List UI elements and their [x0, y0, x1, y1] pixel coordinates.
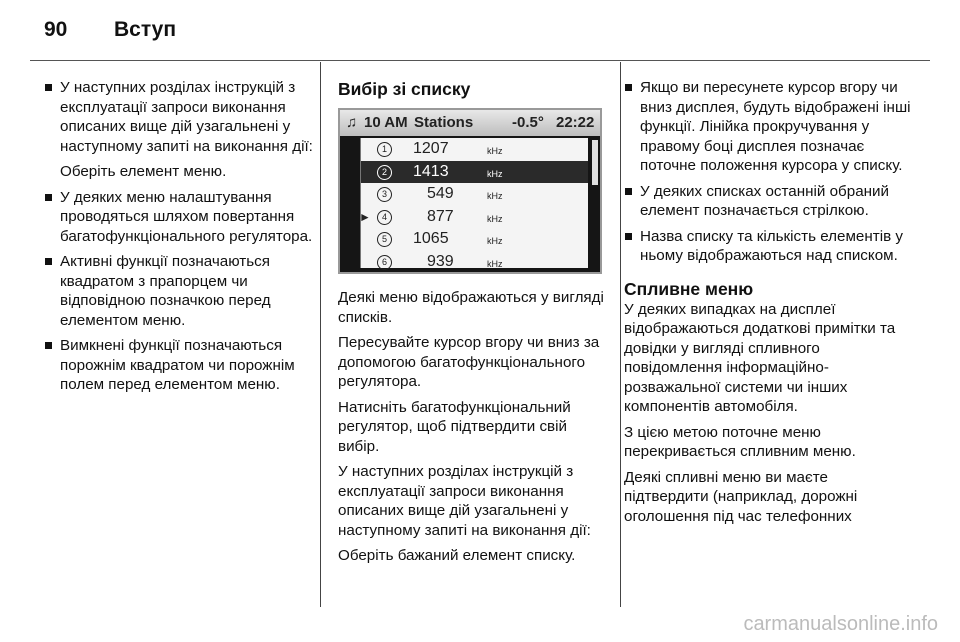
- column-divider-2: [620, 62, 621, 607]
- frequency-unit: kHz: [487, 168, 503, 179]
- bullet-item: У деяких списках останній обраний елемент позначається стрілкою.: [624, 182, 914, 221]
- list-scrollbar[interactable]: [592, 140, 598, 185]
- preset-number: 6: [377, 255, 392, 270]
- page-title: Вступ: [114, 18, 177, 41]
- column-2: [338, 78, 608, 572]
- preset-number: 4: [377, 210, 392, 225]
- list-item[interactable]: [361, 138, 588, 161]
- station-frequency: 877: [427, 207, 454, 225]
- list-item[interactable]: [361, 228, 588, 251]
- frequency-unit: kHz: [487, 258, 503, 269]
- station-frequency: 549: [427, 185, 454, 202]
- header-rule: [30, 60, 930, 61]
- frequency-unit: kHz: [487, 213, 503, 224]
- bullet-item: У наступних розділах інструкцій з експлуатації запроси виконання описаних вище дій узагальнені у наступному запиті на виконання дії:: [44, 78, 314, 156]
- display-time-label: 10 AM: [364, 114, 408, 131]
- bullet-item: У деяких меню налаштування проводяться шляхом повертання багатофункціонального регулятора.: [44, 188, 314, 247]
- bullet-item: Назва списку та кількість елементів у ньому відображаються над списком.: [624, 227, 914, 266]
- display-source: Stations: [414, 114, 474, 131]
- bullet-item: Активні функції позначаються квадратом з прапорцем чи відповідною позначкою перед елементом меню.: [44, 252, 314, 330]
- column-3: [624, 78, 914, 532]
- last-selected-arrow-icon: ►: [359, 209, 371, 224]
- body-text: Натисніть багатофункціональний регулятор, щоб підтвердити свій вибір.: [338, 398, 571, 455]
- station-frequency: 939: [427, 252, 454, 270]
- bullet-item: Якщо ви пересунете курсор вгору чи вниз дисплея, будуть відображені інші функції. Лінійка прокручування у правому боці дисплея позначає поточне положення курсора у списку.: [624, 78, 914, 176]
- body-text: Пересувайте курсор вгору чи вниз за допомогою багатофункціонального регулятора.: [338, 334, 600, 390]
- station-frequency: 1065: [413, 230, 449, 247]
- body-text: Деякі спливні меню ви маєте підтвердити (наприклад, дорожні оголошення під час телефонних: [624, 468, 858, 525]
- watermark: carmanualsonline.info: [743, 613, 938, 635]
- list-item[interactable]: [361, 183, 588, 206]
- body-text: У наступних розділах інструкцій з експлуатації запроси виконання описаних вище дій узагальнені у наступному запиті на виконання дії:: [338, 463, 591, 539]
- display-temperature: -0.5°: [512, 114, 544, 131]
- display-status-bar: [340, 110, 600, 136]
- body-text: З цією метою поточне меню перекривається спливним меню.: [624, 423, 856, 460]
- station-list: [360, 138, 588, 268]
- instruction-text: Оберіть елемент меню.: [60, 163, 227, 180]
- display-clock: 22:22: [556, 114, 595, 131]
- preset-number: 5: [377, 232, 392, 247]
- page-header: [44, 18, 176, 58]
- preset-number: 2: [377, 165, 392, 180]
- body-text: У деяких випадках на дисплеї відображаються додаткові примітки та довідки у вигляді спливного повідомлення інформаційно-розважальної системи чи інших компонентів автомобіля.: [624, 300, 896, 415]
- column-1: [44, 78, 314, 401]
- section-heading-list-select: Вибір зі списку: [338, 79, 471, 99]
- station-frequency: 1413: [413, 162, 449, 180]
- column-divider-1: [320, 62, 321, 607]
- bullet-item: Вимкнені функції позначаються порожнім квадратом чи порожнім полем перед елементом меню.: [44, 336, 314, 395]
- frequency-unit: kHz: [487, 236, 503, 246]
- list-item[interactable]: [361, 206, 588, 229]
- display-screenshot: [338, 108, 602, 274]
- frequency-unit: kHz: [487, 191, 503, 201]
- preset-number: 3: [377, 187, 392, 202]
- page-number: 90: [44, 18, 68, 41]
- station-frequency: 1207: [413, 140, 449, 157]
- list-item[interactable]: [361, 251, 588, 274]
- body-text: Деякі меню відображаються у вигляді списків.: [338, 289, 604, 326]
- section-heading-popup-menu: Спливне меню: [624, 278, 754, 299]
- preset-number: 1: [377, 142, 392, 157]
- music-note-icon: ♫: [346, 114, 358, 131]
- frequency-unit: kHz: [487, 146, 503, 156]
- body-text: Оберіть бажаний елемент списку.: [338, 547, 576, 564]
- list-item-selected[interactable]: [361, 161, 588, 184]
